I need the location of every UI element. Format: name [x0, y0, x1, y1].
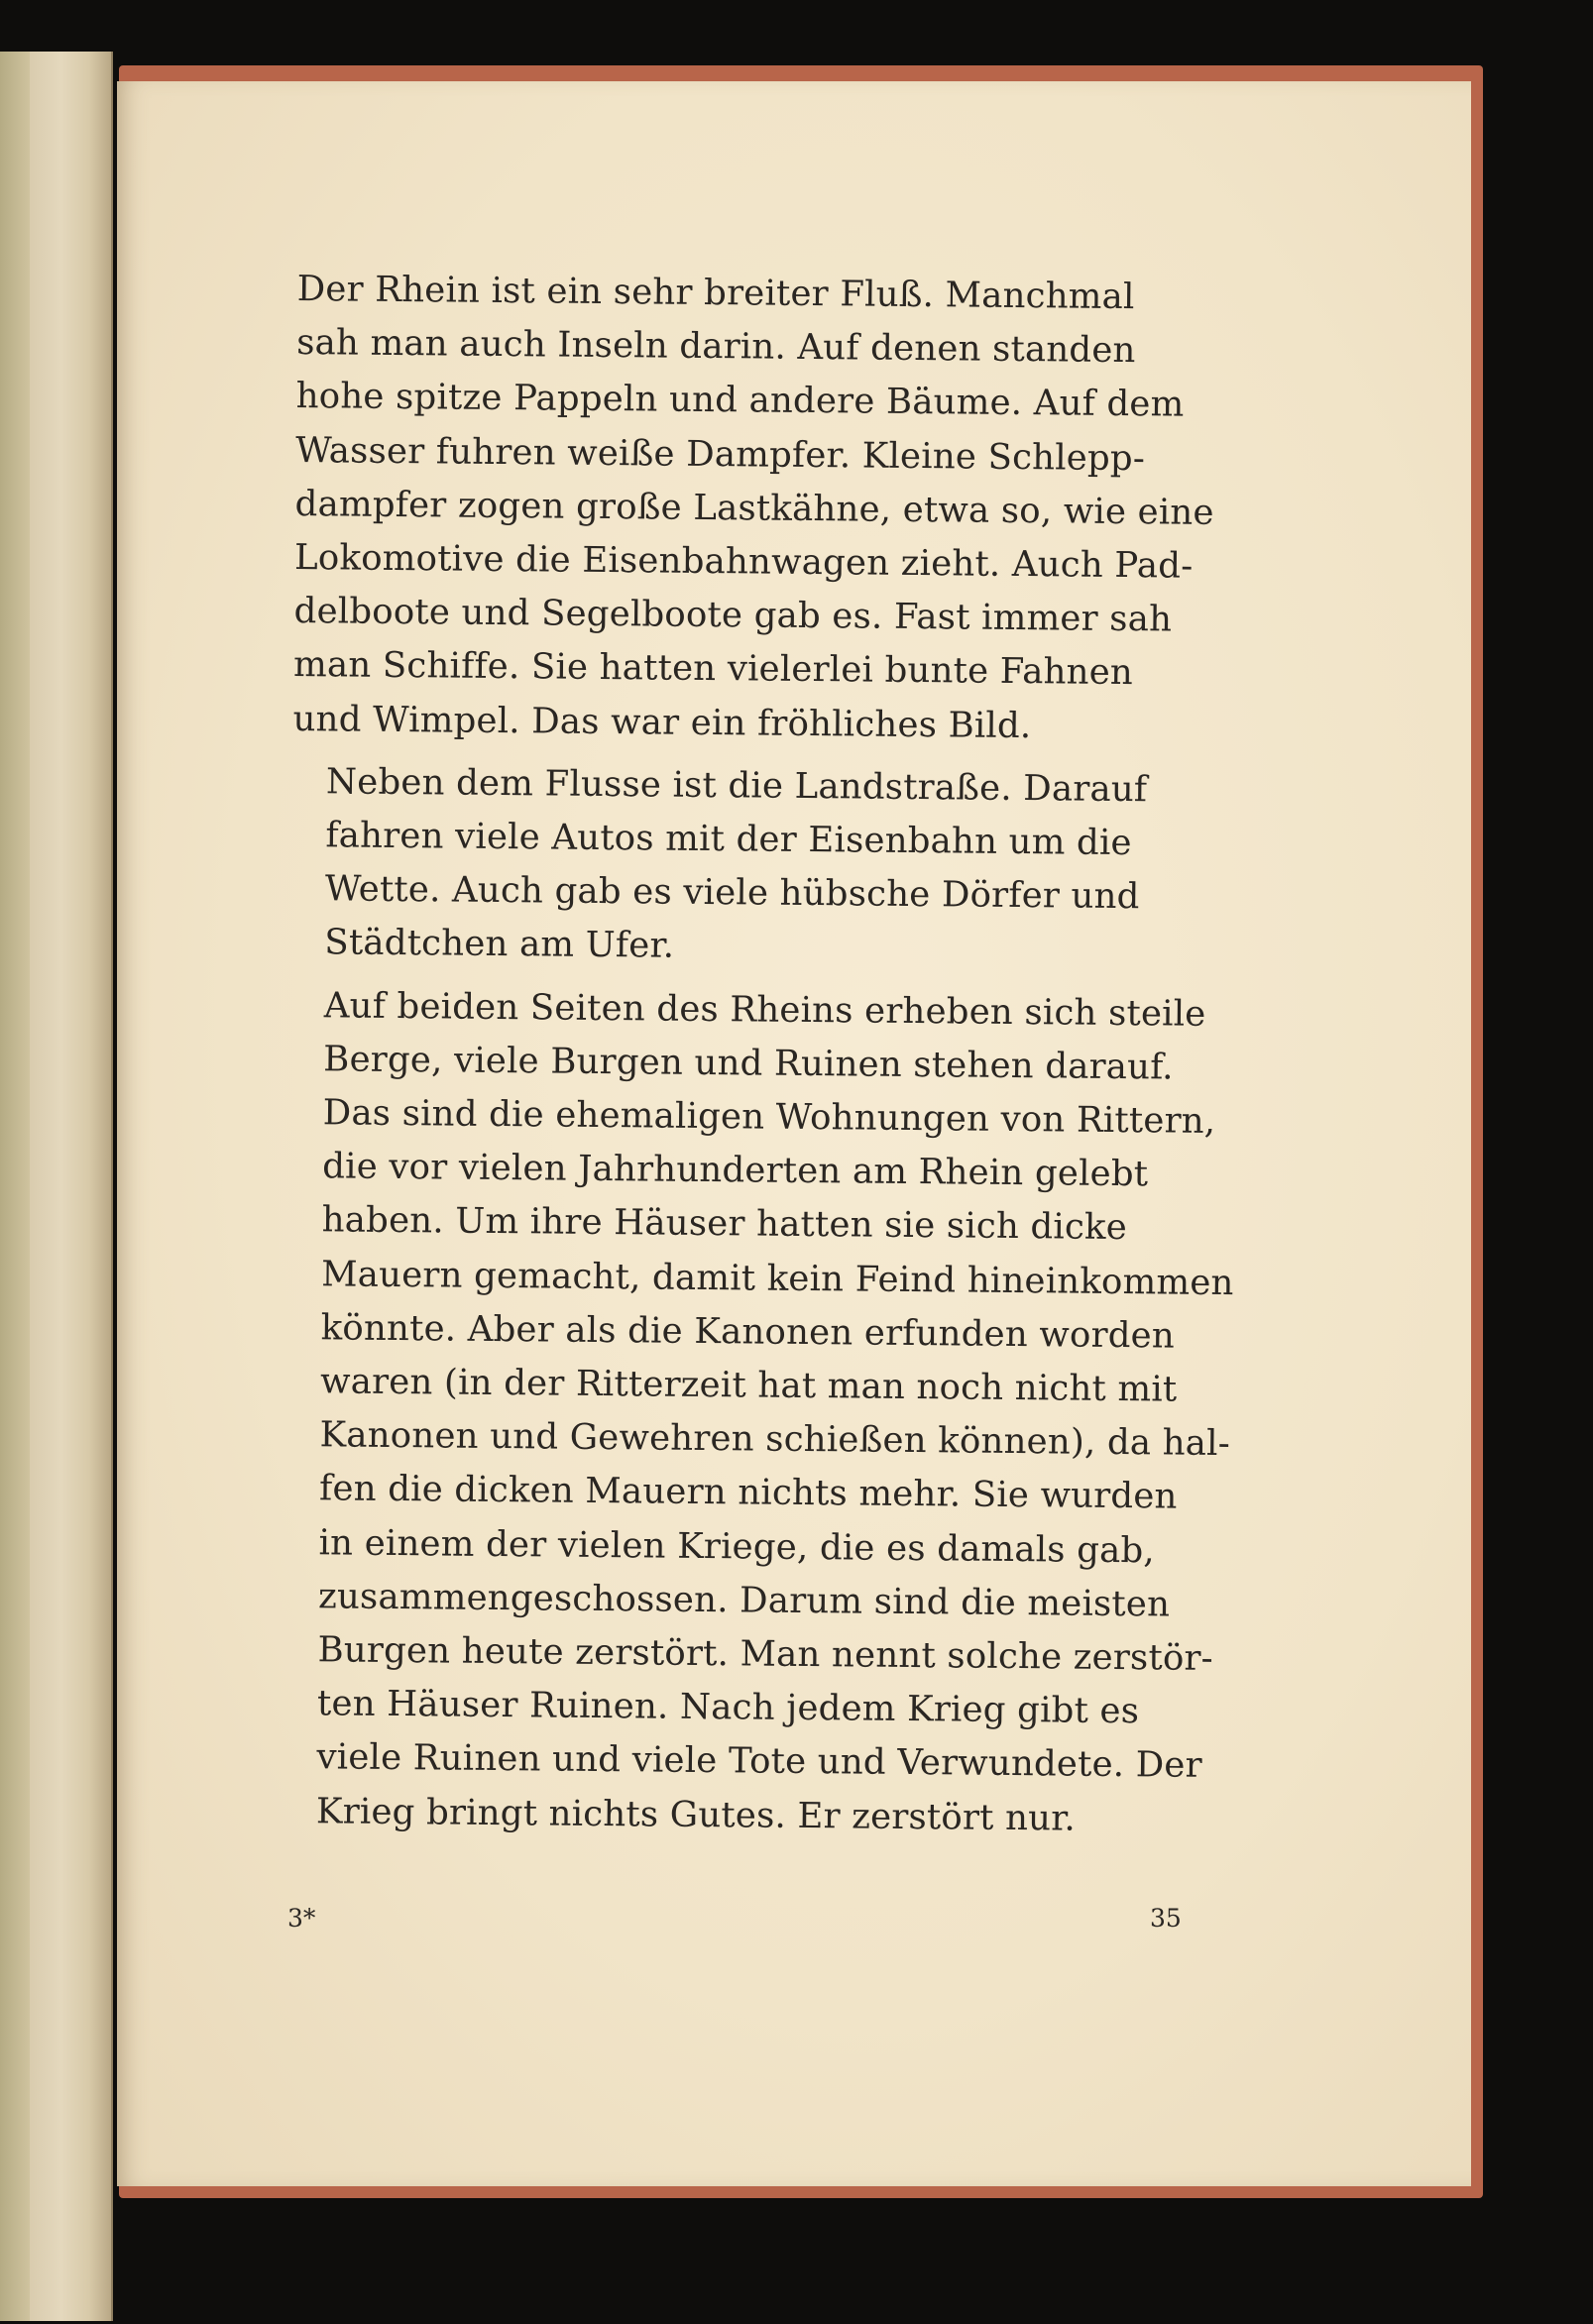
text-line: viele Ruinen und viele Tote und Verwundete. Der: [316, 1736, 1202, 1787]
text-line: hohe spitze Pappeln und andere Bäume. Auf dem: [295, 376, 1185, 425]
text-line: Kanonen und Gewehren schießen können), da hal-: [319, 1414, 1231, 1465]
text-line: Lokomotive die Eisenbahnwagen zieht. Auch Pad-: [293, 537, 1194, 587]
text-line: sah man auch Inseln darin. Auf denen standen: [296, 322, 1136, 372]
text-line: fen die dicken Mauern nichts mehr. Sie wurden: [318, 1468, 1178, 1518]
text-line: Der Rhein ist ein sehr breiter Fluß. Manchmal: [296, 268, 1135, 318]
text-line: die vor vielen Jahrhunderten am Rhein gelebt: [322, 1146, 1149, 1195]
text-line: könnte. Aber als die Kanonen erfunden worden: [320, 1307, 1176, 1357]
text-line: delboote und Segelboote gab es. Fast immer sah: [293, 591, 1173, 640]
binding-cloth: [0, 52, 30, 2321]
text-line: und Wimpel. Das war ein fröhliches Bild.: [292, 698, 1032, 746]
text-line: Wette. Auch gab es viele hübsche Dörfer und: [324, 868, 1140, 918]
text-line: Mauern gemacht, damit kein Feind hineinkommen: [321, 1253, 1234, 1303]
text-line: Berge, viele Burgen und Ruinen stehen darauf.: [323, 1039, 1174, 1088]
text-line: Burgen heute zerstört. Man nennt solche zerstör-: [317, 1629, 1214, 1680]
text-line: Auf beiden Seiten des Rheins erheben sich steile: [323, 984, 1206, 1035]
text-line: Städtchen am Ufer.: [324, 922, 675, 967]
text-line: zusammengeschossen. Darum sind die meisten: [317, 1576, 1171, 1625]
text-line: haben. Um ihre Häuser hatten sie sich dicke: [321, 1199, 1128, 1249]
signature-mark: 3*: [287, 1904, 316, 1933]
text-line: Krieg bringt nichts Gutes. Er zerstört nur.: [315, 1790, 1077, 1839]
paragraph-1: [292, 263, 1214, 755]
text-line: dampfer zogen große Lastkähne, etwa so, wie eine: [294, 483, 1214, 533]
text-line: Das sind die ehemaligen Wohnungen von Rittern,: [322, 1092, 1216, 1142]
page-body-text: [283, 263, 1234, 1847]
text-line: waren (in der Ritterzeit hat man noch nicht mit: [319, 1361, 1178, 1410]
text-line: in einem der vielen Kriege, die es damals gab,: [318, 1521, 1156, 1572]
paragraph-2: [290, 755, 1196, 979]
paragraph-3: [283, 979, 1234, 1847]
text-line: Neben dem Flusse ist die Landstraße. Darauf: [325, 761, 1148, 811]
text-line: ten Häuser Ruinen. Nach jedem Krieg gibt es: [316, 1683, 1140, 1732]
page-number: 35: [1150, 1904, 1182, 1933]
text-line: fahren viele Autos mit der Eisenbahn um die: [325, 815, 1132, 864]
text-line: man Schiffe. Sie hatten vielerlei bunte Fahnen: [292, 644, 1134, 694]
text-line: Wasser fuhren weiße Dampfer. Kleine Schlepp-: [294, 429, 1146, 479]
previous-page-edge: [0, 52, 113, 2321]
